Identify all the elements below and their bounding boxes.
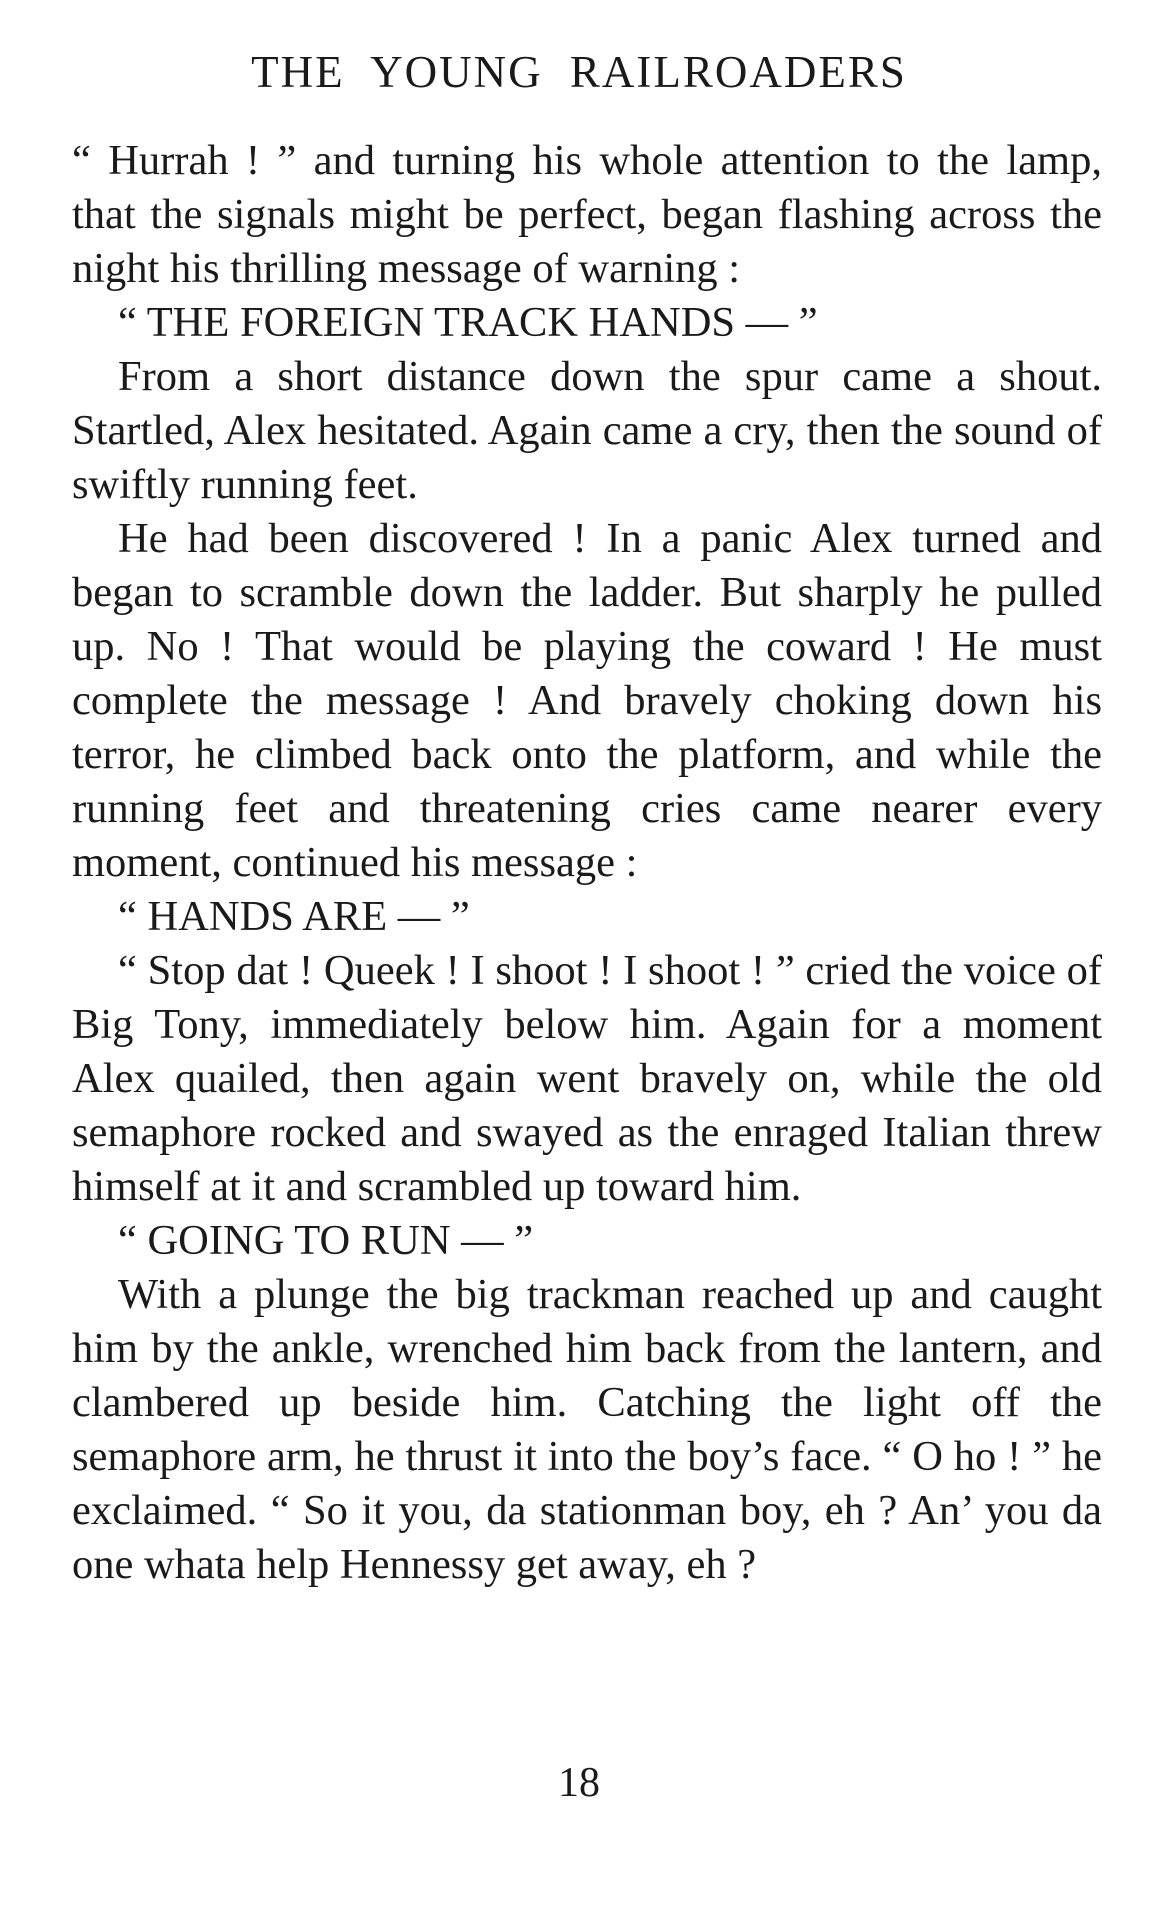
paragraph: “ Stop dat ! Queek ! I shoot ! I shoot ! ” cried the voice of Big Tony, immediately below him. Again for a moment Alex quailed, then again went bravely on, while the old semaphore rocked and swayed as the enraged Italian threw himself at it and scrambled up toward him. <box>72 947 1102 1210</box>
paragraph: He had been discovered ! In a panic Alex turned and began to scramble down the ladder. But sharply he pulled up. No ! That would be playing the coward ! He must complete the message ! And bravely choking down his terror, he climbed back onto the platform, and while the running feet and threatening cries came nearer every moment, continued his message : <box>72 515 1102 886</box>
paragraph: From a short distance down the spur came a shout. Startled, Alex hesitated. Again came a cry, then the sound of swiftly running feet. <box>72 353 1102 508</box>
paragraph: “ Hurrah ! ” and turning his whole attention to the lamp, that the signals might be perfect, began flashing across the night his thrilling message of warning : <box>72 137 1102 292</box>
paragraph: With a plunge the big trackman reached up and caught him by the ankle, wrenched him back from the lantern, and clambered up beside him. Catching the light off the semaphore arm, he thrust it into the boy’s face. “ O ho ! ” he exclaimed. “ So it you, da stationman boy, eh ? An’ you da one whata help Hennessy get away, eh ? <box>72 1271 1102 1588</box>
page-number: 18 <box>558 1760 600 1806</box>
signal-line: “ GOING TO RUN — ” <box>118 1217 534 1264</box>
running-title: THE YOUNG RAILROADERS <box>251 47 907 97</box>
body-text <box>72 134 1102 1592</box>
signal-line: “ HANDS ARE — ” <box>118 893 470 940</box>
signal-line: “ THE FOREIGN TRACK HANDS — ” <box>118 299 818 346</box>
